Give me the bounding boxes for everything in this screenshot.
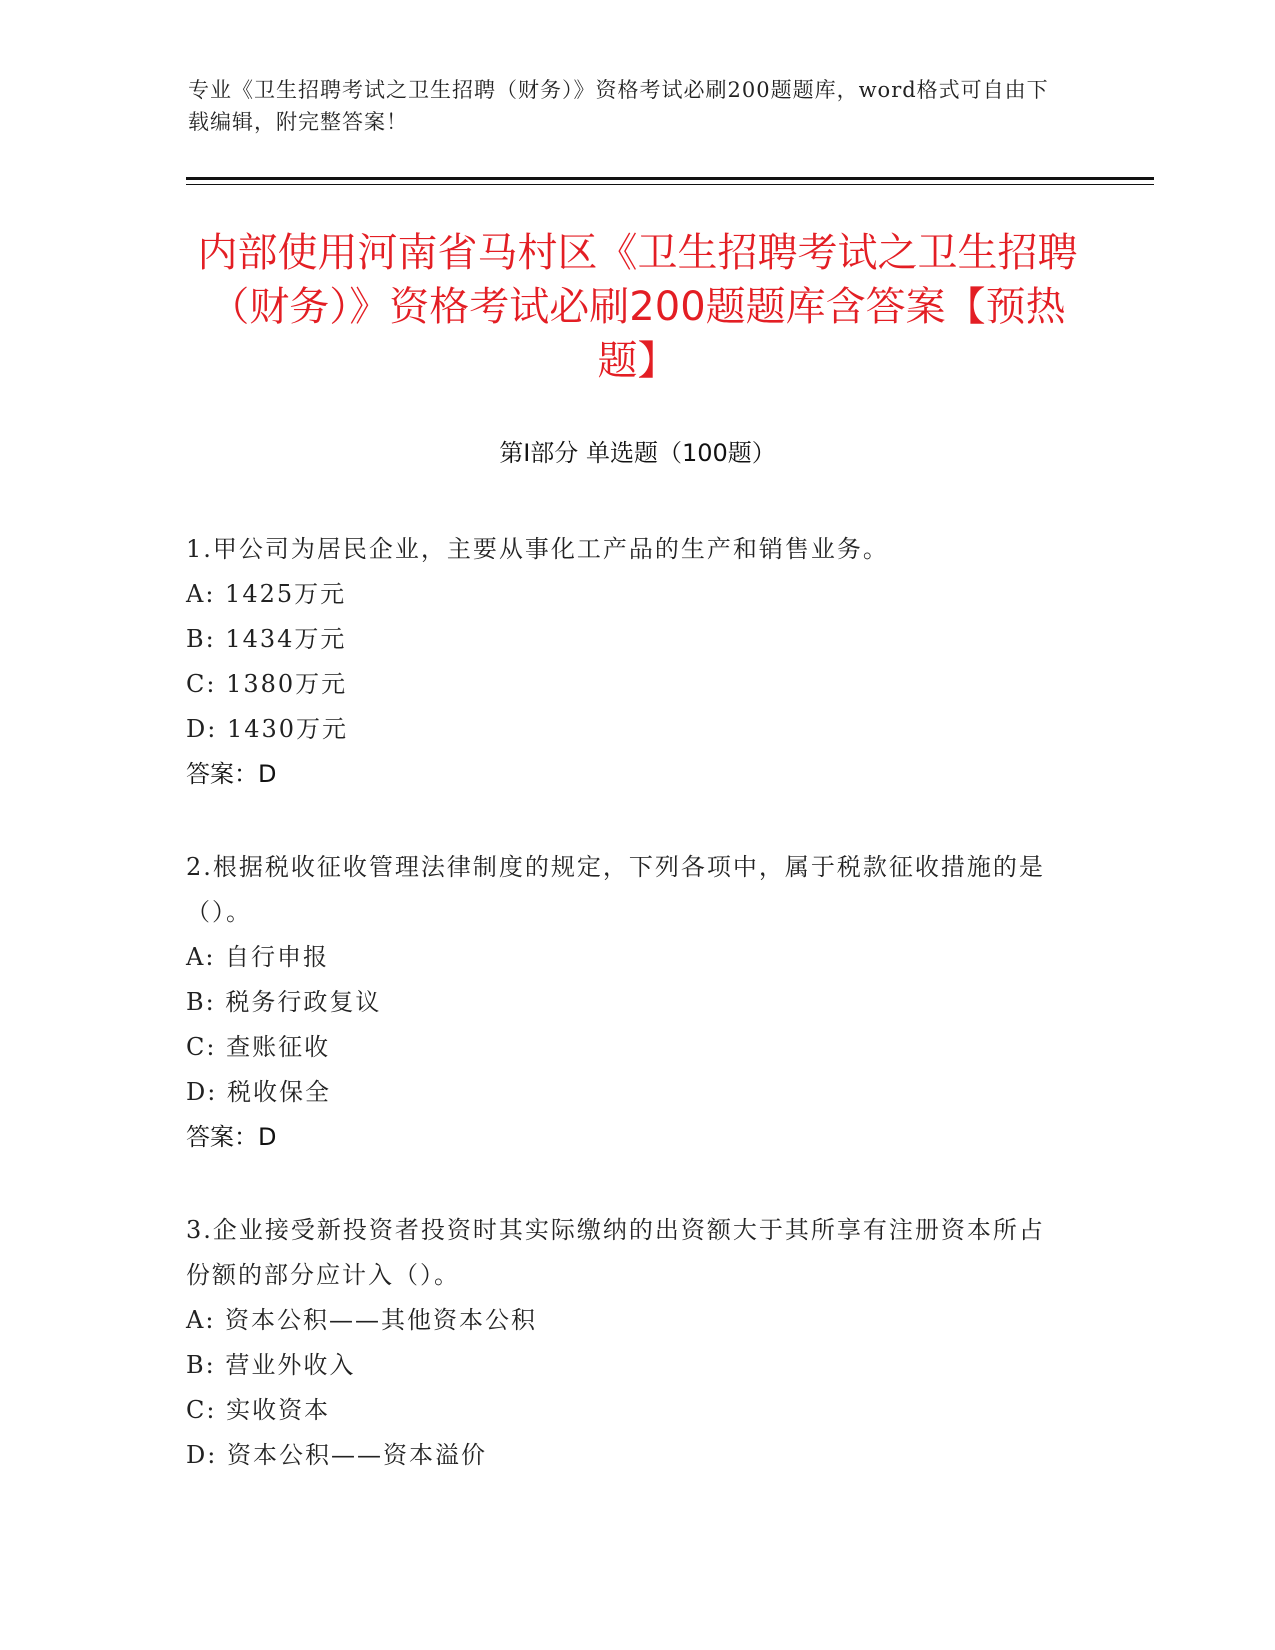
answer-line: 答案：D xyxy=(186,760,277,788)
question-3 xyxy=(186,1208,1066,1478)
option-a: A: 自行申报 xyxy=(186,943,330,971)
question-stem: 1.甲公司为居民企业，主要从事化工产品的生产和销售业务。 xyxy=(186,535,889,563)
option-b: B: 营业外收入 xyxy=(186,1351,356,1379)
option-b: B: 税务行政复议 xyxy=(186,988,382,1016)
option-c: C: 1380万元 xyxy=(186,670,348,698)
question-2 xyxy=(186,845,1066,1160)
option-d: D: 1430万元 xyxy=(186,715,349,743)
section-title: 第Ⅰ部分 单选题（100题） xyxy=(499,439,776,467)
option-d: D: 税收保全 xyxy=(186,1078,331,1106)
header-divider-thick xyxy=(186,177,1154,180)
option-c: C: 查账征收 xyxy=(186,1033,331,1061)
question-stem: 2.根据税收征收管理法律制度的规定，下列各项中，属于税款征收措施的是（）。 xyxy=(186,853,1045,926)
header-note: 专业《卫生招聘考试之卫生招聘（财务）》资格考试必刷200题题库，word格式可自由下载编辑，附完整答案！ xyxy=(188,78,1049,134)
answer-line: 答案：D xyxy=(186,1123,277,1151)
header-divider-thin xyxy=(186,184,1154,185)
option-b: B: 1434万元 xyxy=(186,625,347,653)
question-stem: 3.企业接受新投资者投资时其实际缴纳的出资额大于其所享有注册资本所占份额的部分应计入（）。 xyxy=(186,1216,1045,1289)
option-a: A: 资本公积——其他资本公积 xyxy=(186,1306,538,1334)
question-1 xyxy=(186,527,1066,797)
option-c: C: 实收资本 xyxy=(186,1396,331,1424)
question-list xyxy=(186,527,1066,1526)
option-d: D: 资本公积——资本溢价 xyxy=(186,1441,487,1469)
option-a: A: 1425万元 xyxy=(186,580,347,608)
document-title: 内部使用河南省马村区《卫生招聘考试之卫生招聘（财务）》资格考试必刷200题题库含答案【预热题】 xyxy=(197,230,1078,384)
